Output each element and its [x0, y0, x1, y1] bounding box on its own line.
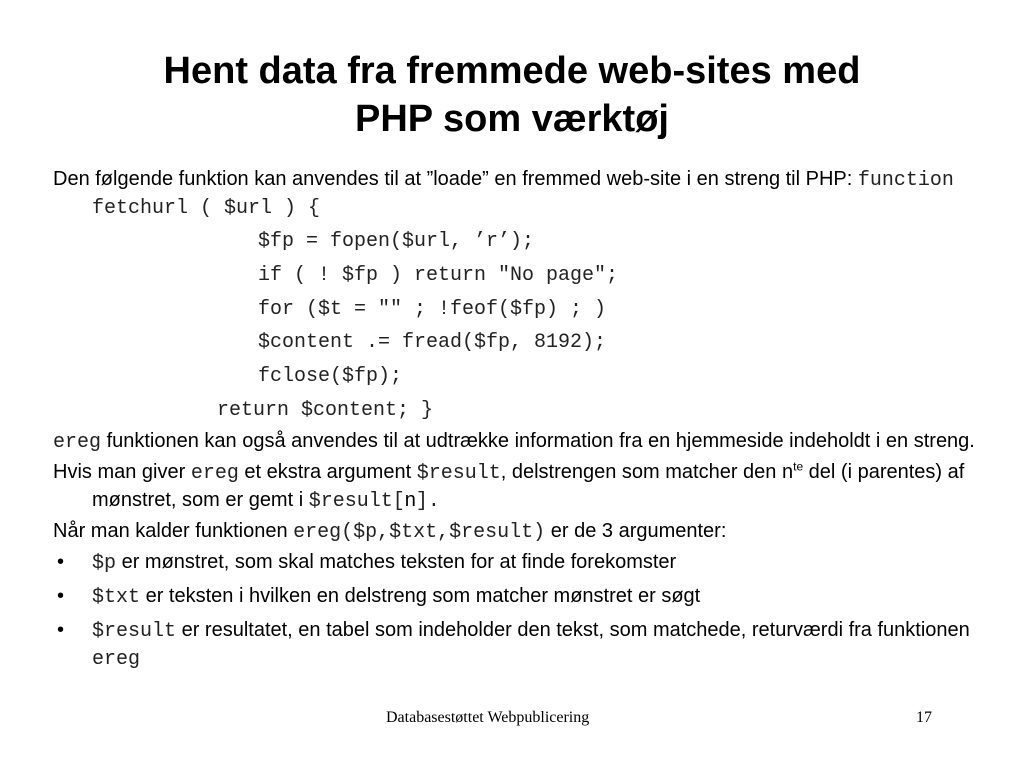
- list-item: [53, 617, 1003, 673]
- text-run: er teksten i hvilken en delstreng som matcher mønstret er søgt: [140, 584, 701, 607]
- code-line: for ($t = "" ; !feof($fp) ; ): [258, 297, 607, 321]
- text-run: Hvis man giver: [53, 460, 191, 483]
- superscript: te: [793, 459, 804, 474]
- slide-body: [53, 166, 1003, 679]
- bullet-icon: •: [57, 584, 65, 607]
- inline-code: ereg: [53, 430, 102, 454]
- text-run: Når man kalder funktionen: [53, 519, 294, 542]
- inline-code: $result: [416, 461, 501, 485]
- inline-code: ereg: [190, 461, 239, 485]
- inline-code: ereg($p,$txt,$result): [293, 520, 546, 544]
- result-paragraph: [53, 459, 1003, 515]
- text-run: er mønstret, som skal matches teksten for at finde forekomster: [116, 550, 677, 573]
- ereg-paragraph: [53, 428, 1003, 456]
- code-block: [53, 225, 1003, 428]
- code-line-function: function fetchurl ( $url ) {: [92, 169, 954, 220]
- page-number: 17: [916, 709, 932, 726]
- ereg-text: funktionen kan også anvendes til at udtrække information fra en hjemmeside indeholdt i en streng.: [101, 429, 975, 452]
- footer-title: Databasestøttet Webpublicering: [386, 709, 590, 726]
- text-run: er de 3 argumenter:: [545, 519, 727, 542]
- bullet-icon: •: [57, 550, 65, 573]
- inline-code: $txt: [92, 585, 141, 609]
- code-line-return: return $content; }: [217, 398, 434, 422]
- text-run: et ekstra argument: [238, 460, 417, 483]
- list-item: [53, 549, 1003, 577]
- inline-code: $p: [92, 551, 117, 575]
- code-line: $content .= fread($fp, 8192);: [258, 331, 607, 355]
- code-line: $fp = fopen($url, ’r’);: [258, 230, 535, 253]
- inline-code: ].: [415, 489, 440, 513]
- intro-text: Den følgende funktion kan anvendes til at ”loade” en fremmed web-site i en streng til PHP:: [53, 168, 858, 190]
- bullet-icon: •: [57, 618, 65, 641]
- code-line: if ( ! $fp ) return "No page";: [258, 263, 619, 287]
- argument-list: [53, 549, 1003, 673]
- inline-code: $result[: [308, 489, 405, 513]
- slide-title: [0, 47, 1024, 143]
- inline-code: ereg: [92, 647, 141, 671]
- code-line: fclose($fp);: [258, 365, 403, 389]
- text-run: n: [404, 488, 416, 511]
- call-paragraph: [53, 518, 1003, 546]
- slide-footer: [0, 709, 1024, 731]
- slide-title-line-2: PHP som værktøj: [355, 98, 669, 140]
- text-run: er resultatet, en tabel som indeholder den tekst, som matchede, returværdi fra funktionen: [176, 618, 970, 641]
- slide-title-line-1: Hent data fra fremmede web-sites med: [163, 50, 861, 92]
- text-run: , delstrengen som matcher den n: [500, 460, 794, 483]
- intro-paragraph: [53, 166, 1003, 222]
- list-item: [53, 583, 1003, 611]
- text-run: del (i parentes) af mønstret, som er gemt i: [92, 460, 965, 511]
- inline-code: $result: [92, 619, 177, 643]
